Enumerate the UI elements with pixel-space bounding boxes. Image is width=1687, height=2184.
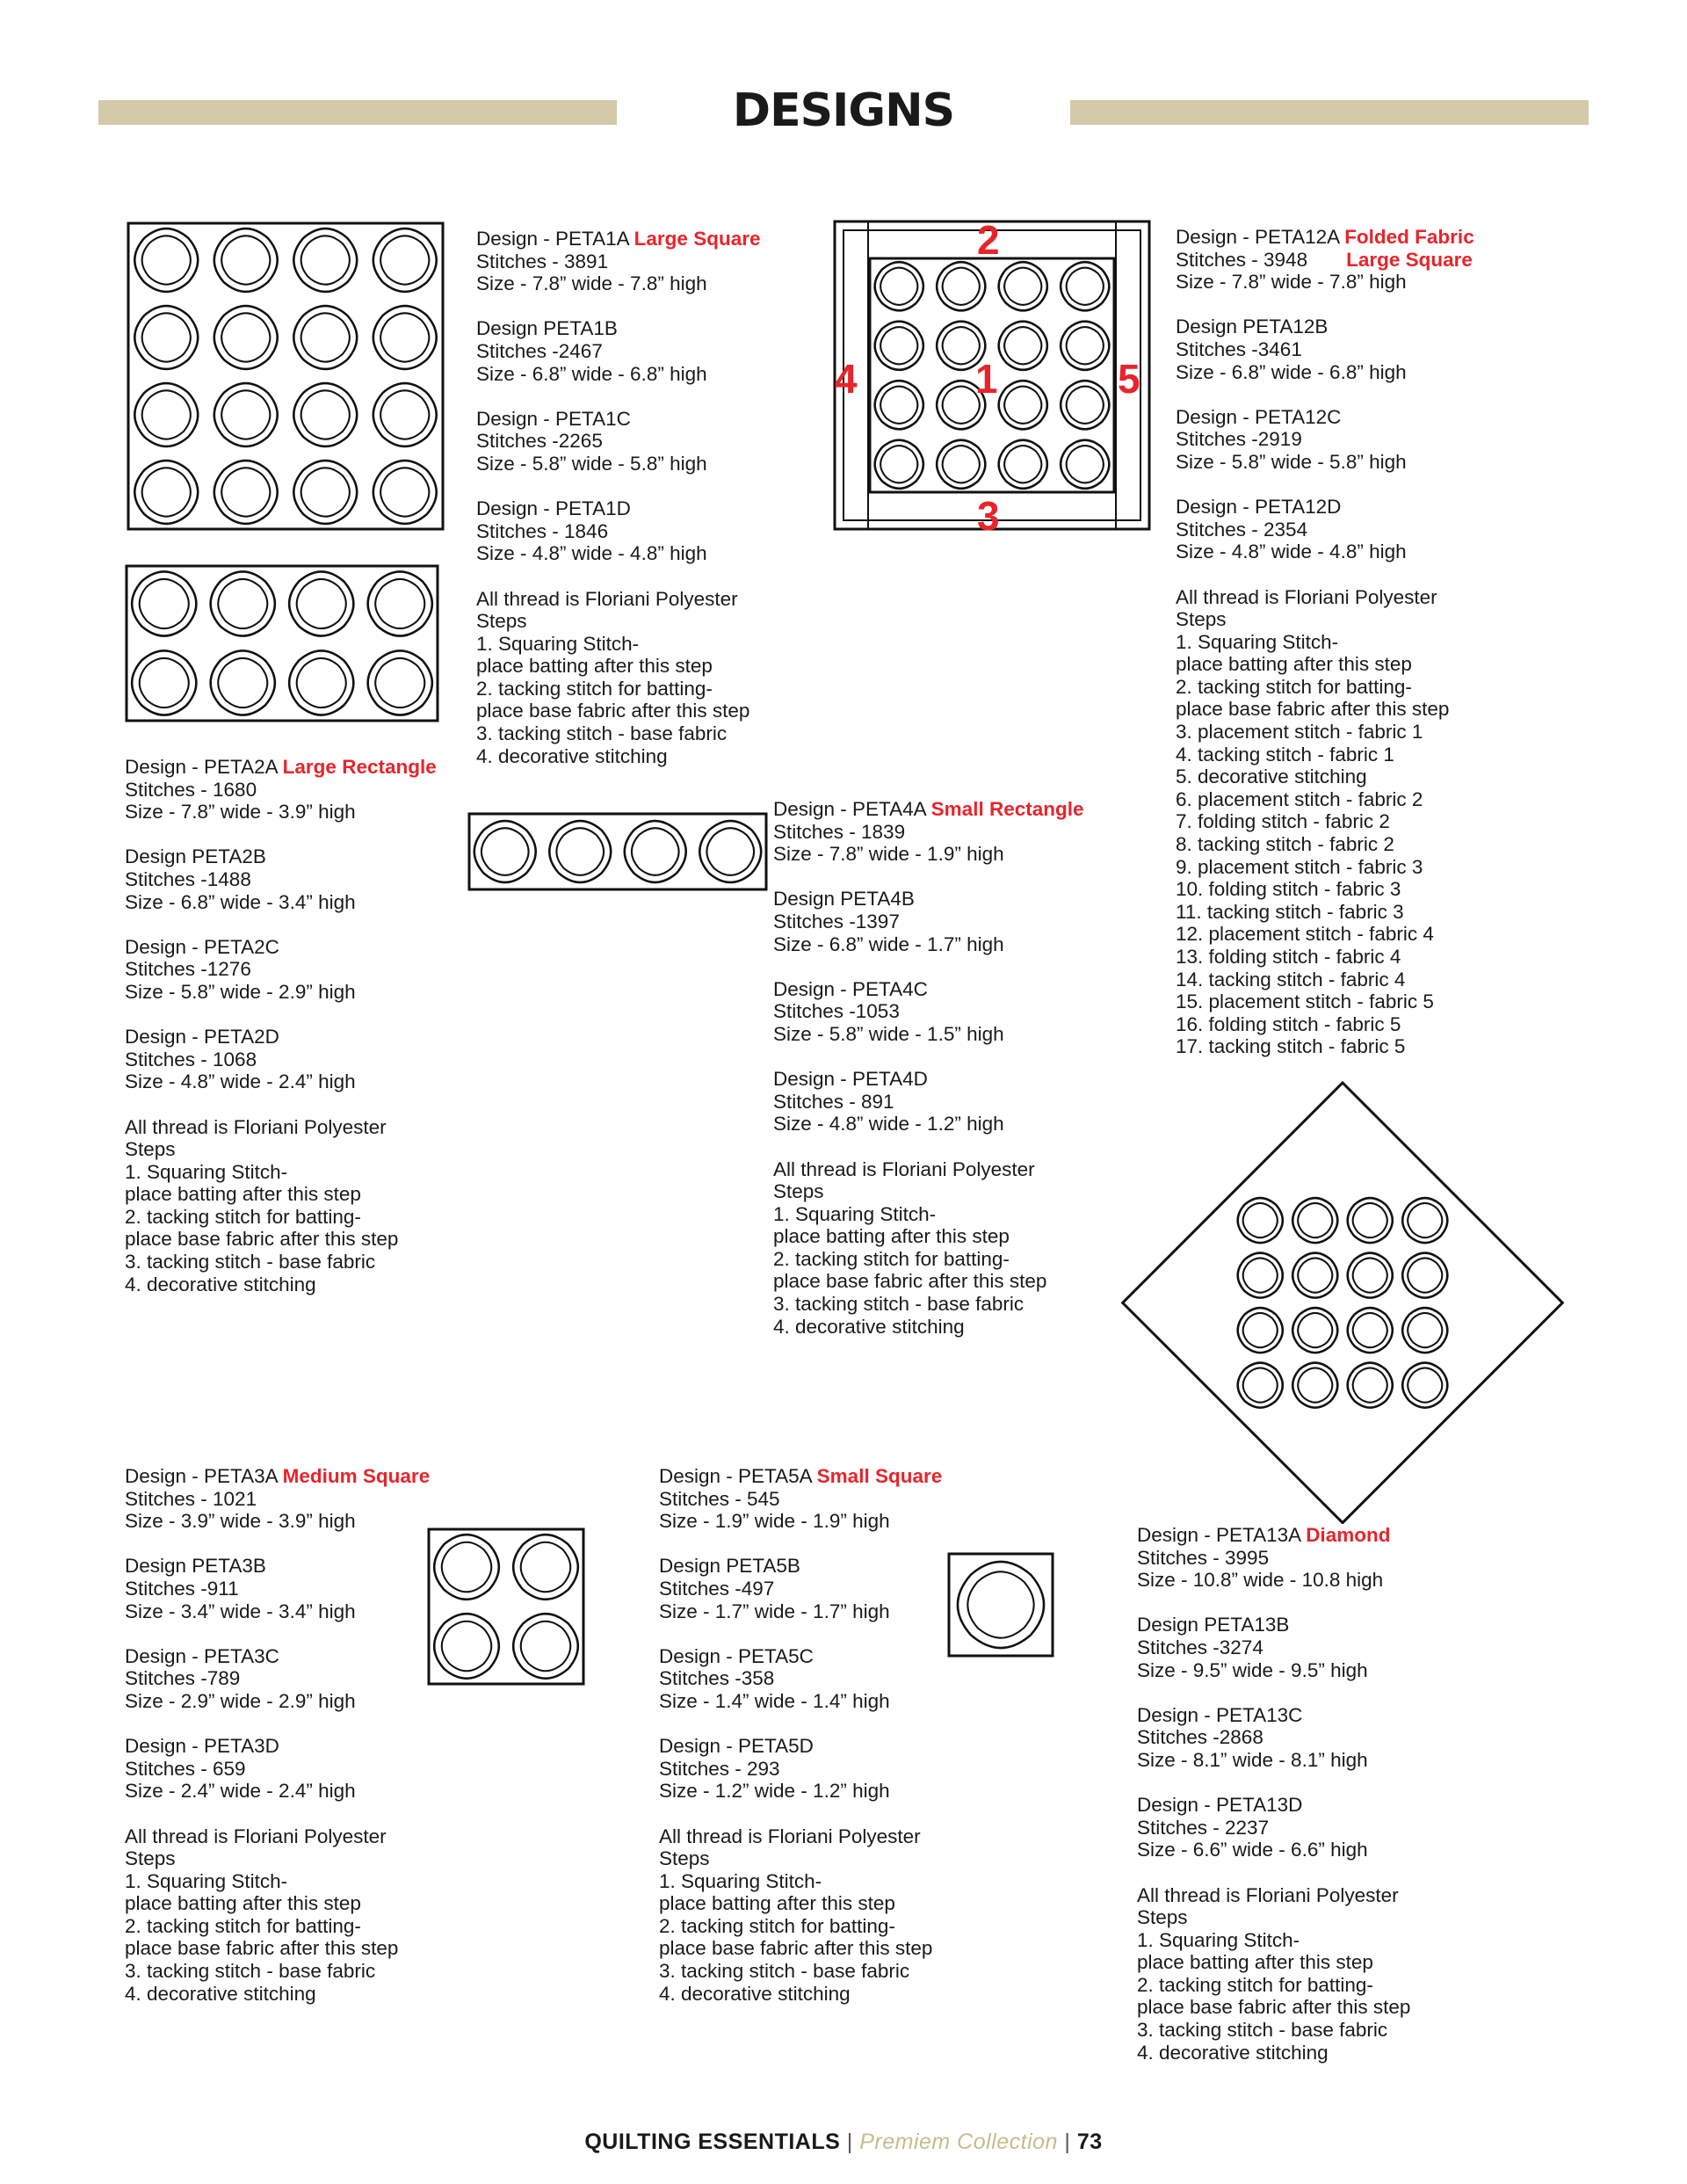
design-id: Design - PETA4C	[773, 977, 928, 1000]
stitch-count: Stitches -1488	[125, 867, 251, 890]
step-line: 4. decorative stitching	[1137, 2041, 1329, 2064]
step-line: 7. folding stitch - fabric 2	[1176, 810, 1390, 833]
quilt-motif-grid-4x1	[467, 812, 768, 891]
stitch-count: Stitches - 3891	[476, 250, 609, 272]
stitch-count: Stitches - 891	[773, 1090, 894, 1113]
design-entry	[125, 845, 437, 913]
stitch-count: Stitches - 1680	[125, 778, 257, 801]
design-type-label: Large Rectangle	[282, 756, 437, 778]
step-line: Steps	[1137, 1906, 1188, 1929]
design-size: Size - 6.8” wide - 3.4” high	[125, 890, 356, 913]
design-type-label: Large Square	[634, 228, 761, 250]
design-entry	[476, 228, 760, 295]
design-id: Design - PETA1C	[476, 407, 631, 430]
design-id: Design - PETA12A Folded Fabric	[1176, 226, 1474, 248]
step-line: 4. decorative stitching	[476, 744, 668, 767]
fabric-label-1: 1	[975, 356, 998, 402]
step-line: 3. tacking stitch - base fabric	[125, 1960, 376, 1983]
peta13-info	[1137, 1524, 1410, 2064]
design-entry	[125, 756, 437, 824]
design-entry	[125, 1026, 437, 1093]
step-line: 3. placement stitch - fabric 1	[1176, 721, 1423, 744]
design-size: Size - 7.8” wide - 1.9” high	[773, 843, 1004, 866]
stitch-count: Stitches - 3995	[1137, 1546, 1270, 1569]
design-id: Design PETA5B	[659, 1555, 800, 1578]
step-line: All thread is Floriani Polyester	[1176, 585, 1437, 608]
step-line: All thread is Floriani Polyester	[659, 1825, 921, 1847]
design-entry	[1176, 316, 1474, 383]
design-size: Size - 7.8” wide - 7.8” high	[1176, 271, 1407, 294]
peta2-info	[125, 756, 437, 1295]
design-id: Design - PETA2D	[125, 1026, 279, 1048]
stitch-count: Stitches -789	[125, 1667, 241, 1690]
step-line: 3. tacking stitch - base fabric	[773, 1293, 1025, 1316]
design-entry	[1137, 1614, 1410, 1681]
fabric-label-3: 3	[977, 493, 1000, 539]
design-entry	[659, 1465, 942, 1533]
design-entry	[476, 497, 760, 565]
step-line: 14. tacking stitch - fabric 4	[1176, 968, 1406, 990]
design-entry	[1176, 406, 1474, 474]
step-line: All thread is Floriani Polyester	[476, 587, 738, 610]
step-line: 2. tacking stitch for batting-	[1137, 1973, 1373, 1996]
stitch-count: Stitches -358	[659, 1667, 775, 1690]
design-entry	[125, 1465, 430, 1533]
design-entry	[476, 408, 760, 475]
design-entry	[125, 1645, 430, 1713]
step-line: place base fabric after this step	[659, 1937, 933, 1960]
step-line: Steps	[659, 1847, 710, 1870]
design-id: Design - PETA13C	[1137, 1703, 1303, 1726]
design-size: Size - 3.9” wide - 3.9” high	[125, 1510, 356, 1533]
design-type-label: Small Square	[816, 1465, 943, 1487]
design-entry	[125, 1555, 430, 1622]
design-size: Size - 8.1” wide - 8.1” high	[1137, 1748, 1368, 1771]
design-size: Size - 5.8” wide - 5.8” high	[476, 452, 707, 475]
design-id: Design - PETA3A Medium Square	[125, 1465, 431, 1487]
motif-peta2-large-rectangle	[125, 564, 439, 722]
step-line: 17. tacking stitch - fabric 5	[1176, 1035, 1406, 1058]
step-line: 2. tacking stitch for batting-	[659, 1914, 895, 1937]
design-size: Size - 6.8” wide - 6.8” high	[476, 362, 707, 385]
design-id: Design - PETA13D	[1137, 1794, 1303, 1817]
quilt-motif-grid-4x4	[127, 221, 445, 531]
page-title: DESIGNS	[732, 84, 955, 137]
step-line: 4. decorative stitching	[659, 1982, 851, 2005]
fabric-label-4: 4	[835, 356, 858, 402]
step-line: 2. tacking stitch for batting-	[1176, 675, 1412, 698]
step-line: place batting after this step	[125, 1892, 361, 1915]
design-size: Size - 6.8” wide - 6.8” high	[1176, 360, 1407, 383]
step-line: 4. decorative stitching	[125, 1273, 316, 1295]
step-line: 1. Squaring Stitch-	[659, 1869, 822, 1892]
step-line: 8. tacking stitch - fabric 2	[1176, 833, 1394, 856]
stitch-count: Stitches - 1021	[125, 1487, 257, 1510]
stitch-count: Stitches -2919	[1176, 428, 1302, 451]
design-id: Design PETA12B	[1176, 316, 1329, 338]
motif-peta5-small-square	[947, 1552, 1054, 1658]
design-entry	[125, 936, 437, 1004]
peta4-info	[773, 798, 1084, 1338]
step-line: 4. decorative stitching	[773, 1315, 965, 1338]
design-entry	[125, 1735, 430, 1803]
stitch-count: Stitches - 3948 Large Square	[1176, 248, 1473, 271]
design-type-label: Small Rectangle	[930, 798, 1084, 820]
step-line: 1. Squaring Stitch-	[773, 1202, 937, 1225]
step-line: All thread is Floriani Polyester	[773, 1157, 1035, 1180]
design-size: Size - 1.2” wide - 1.2” high	[659, 1780, 890, 1803]
design-size: Size - 5.8” wide - 1.5” high	[773, 1022, 1004, 1045]
stitch-count: Stitches - 293	[659, 1757, 780, 1780]
design-entry	[659, 1645, 942, 1713]
step-line: 4. tacking stitch - fabric 1	[1176, 743, 1394, 765]
step-line: All thread is Floriani Polyester	[1137, 1883, 1399, 1906]
design-id: Design - PETA12C	[1176, 405, 1342, 428]
motif-peta1-large-square	[127, 221, 445, 531]
design-id: Design - PETA1A Large Square	[476, 228, 761, 250]
step-line: 2. tacking stitch for batting-	[773, 1247, 1010, 1270]
step-line: 2. tacking stitch for batting-	[125, 1205, 361, 1228]
step-line: All thread is Floriani Polyester	[125, 1825, 387, 1847]
peta5-info	[659, 1465, 942, 2005]
stitch-count: Stitches - 2354	[1176, 518, 1308, 541]
design-size: Size - 6.6” wide - 6.6” high	[1137, 1839, 1368, 1861]
step-line: 2. tacking stitch for batting-	[125, 1914, 361, 1937]
step-line: 3. tacking stitch - base fabric	[476, 722, 728, 745]
design-id: Design PETA3B	[125, 1555, 266, 1578]
stitch-count: Stitches - 1068	[125, 1048, 257, 1070]
stitch-count: Stitches - 1846	[476, 519, 609, 542]
step-line: 10. folding stitch - fabric 3	[1176, 878, 1401, 901]
step-line: 12. placement stitch - fabric 4	[1176, 923, 1434, 946]
design-size: Size - 4.8” wide - 4.8” high	[1176, 541, 1407, 563]
design-size: Size - 9.5” wide - 9.5” high	[1137, 1658, 1368, 1681]
design-size: Size - 2.9” wide - 2.9” high	[125, 1689, 356, 1712]
stitch-count: Stitches -2467	[476, 339, 603, 362]
design-size: Size - 5.8” wide - 2.9” high	[125, 980, 356, 1003]
step-line: place base fabric after this step	[125, 1937, 399, 1960]
quilt-motif-grid-2x2	[427, 1527, 585, 1686]
header-rule-right	[1070, 100, 1589, 125]
step-line: place batting after this step	[1137, 1951, 1373, 1974]
footer-collection: Premiem Collection	[859, 2130, 1058, 2154]
motif-peta4-small-rectangle	[467, 812, 768, 891]
design-size: Size - 7.8” wide - 3.9” high	[125, 801, 356, 824]
stitch-count: Stitches -497	[659, 1577, 775, 1600]
design-entry	[1137, 1524, 1410, 1592]
step-line: Steps	[773, 1180, 824, 1203]
step-line: 3. tacking stitch - base fabric	[1137, 2019, 1388, 2042]
design-entry	[659, 1735, 942, 1803]
quilt-motif-grid-1x1	[947, 1552, 1054, 1658]
step-line: place base fabric after this step	[1176, 698, 1450, 721]
header-rule-left	[98, 100, 617, 125]
design-size: Size - 1.4” wide - 1.4” high	[659, 1689, 890, 1712]
step-line: place batting after this step	[476, 655, 713, 678]
step-line: place batting after this step	[1176, 653, 1412, 676]
design-entry	[773, 1068, 1084, 1136]
design-id: Design - PETA12D	[1176, 496, 1342, 519]
design-id: Design - PETA2A Large Rectangle	[125, 756, 437, 778]
design-id: Design - PETA5D	[659, 1735, 814, 1758]
step-line: 16. folding stitch - fabric 5	[1176, 1012, 1401, 1035]
design-entry	[1176, 226, 1474, 294]
step-line: Steps	[125, 1138, 176, 1161]
design-entry	[1176, 496, 1474, 563]
stitch-count: Stitches -2265	[476, 430, 603, 453]
design-size: Size - 1.7” wide - 1.7” high	[659, 1600, 890, 1622]
step-line: place batting after this step	[773, 1225, 1010, 1248]
stitch-count: Stitches -3274	[1137, 1636, 1263, 1658]
step-line: place batting after this step	[659, 1892, 895, 1915]
quilt-motif-grid-4x2	[125, 564, 439, 722]
motif-peta3-medium-square	[427, 1527, 585, 1686]
design-size: Size - 6.8” wide - 1.7” high	[773, 932, 1004, 955]
design-id: Design - PETA1D	[476, 497, 631, 520]
step-line: 5. decorative stitching	[1176, 765, 1367, 788]
footer-brand: QUILTING ESSENTIALS	[584, 2130, 841, 2154]
design-entry	[659, 1555, 942, 1622]
step-line: place base fabric after this step	[773, 1270, 1047, 1293]
stitch-count: Stitches -1276	[125, 958, 251, 981]
step-line: 9. placement stitch - fabric 3	[1176, 855, 1423, 878]
step-line: 2. tacking stitch for batting-	[476, 677, 713, 700]
design-entry	[773, 978, 1084, 1046]
stitch-count: Stitches -1397	[773, 910, 900, 932]
step-line: Steps	[125, 1847, 176, 1870]
design-id: Design - PETA5A Small Square	[659, 1465, 943, 1487]
step-line: place base fabric after this step	[1137, 1996, 1411, 2019]
step-line: 6. placement stitch - fabric 2	[1176, 787, 1423, 810]
quilt-motif-diamond	[1118, 1079, 1568, 1524]
design-entry	[773, 888, 1084, 955]
design-entry	[1137, 1794, 1410, 1861]
step-line: 1. Squaring Stitch-	[125, 1869, 288, 1892]
footer-separator: |	[1064, 2130, 1071, 2154]
design-type-label: Diamond	[1306, 1524, 1391, 1546]
peta1-info	[476, 228, 760, 767]
step-line: place base fabric after this step	[125, 1228, 399, 1251]
design-type-label: Large Square	[1346, 248, 1473, 271]
peta3-info	[125, 1465, 430, 2005]
step-line: place batting after this step	[125, 1183, 361, 1206]
step-line: Steps	[1176, 608, 1227, 631]
design-size: Size - 4.8” wide - 2.4” high	[125, 1070, 356, 1093]
design-size: Size - 10.8” wide - 10.8 high	[1137, 1569, 1384, 1592]
fabric-label-5: 5	[1118, 356, 1140, 402]
design-size: Size - 1.9” wide - 1.9” high	[659, 1510, 890, 1533]
step-line: 15. placement stitch - fabric 5	[1176, 990, 1434, 1013]
design-size: Size - 4.8” wide - 4.8” high	[476, 542, 707, 565]
stitch-count: Stitches - 1839	[773, 820, 906, 843]
stitch-count: Stitches -911	[125, 1577, 239, 1600]
step-line: 13. folding stitch - fabric 4	[1176, 946, 1401, 968]
design-id: Design - PETA4D	[773, 1068, 928, 1091]
step-line: 11. tacking stitch - fabric 3	[1176, 900, 1404, 923]
design-size: Size - 2.4” wide - 2.4” high	[125, 1780, 356, 1803]
design-id: Design - PETA13A Diamond	[1137, 1524, 1391, 1546]
design-type-label: Folded Fabric	[1344, 226, 1474, 248]
design-id: Design - PETA3C	[125, 1644, 279, 1667]
design-id: Design - PETA3D	[125, 1735, 279, 1758]
fabric-label-2: 2	[977, 217, 1000, 263]
step-line: 3. tacking stitch - base fabric	[125, 1251, 376, 1273]
peta12-info	[1176, 226, 1474, 1058]
step-line: 4. decorative stitching	[125, 1982, 316, 2005]
page-number: 73	[1076, 2130, 1103, 2154]
design-id: Design - PETA2C	[125, 935, 279, 958]
design-size: Size - 3.4” wide - 3.4” high	[125, 1600, 356, 1622]
motif-peta13-diamond	[1118, 1079, 1568, 1524]
design-size: Size - 7.8” wide - 7.8” high	[476, 272, 707, 295]
step-line: 1. Squaring Stitch-	[125, 1160, 288, 1183]
design-id: Design - PETA4A Small Rectangle	[773, 798, 1084, 820]
design-size: Size - 4.8” wide - 1.2” high	[773, 1113, 1004, 1136]
design-size: Size - 5.8” wide - 5.8” high	[1176, 450, 1407, 473]
stitch-count: Stitches - 2237	[1137, 1816, 1270, 1839]
stitch-count: Stitches -2868	[1137, 1726, 1263, 1749]
page-footer	[0, 2130, 1687, 2155]
design-id: Design PETA4B	[773, 888, 915, 911]
step-line: place base fabric after this step	[476, 700, 750, 722]
step-line: Steps	[476, 610, 527, 633]
step-line: 3. tacking stitch - base fabric	[659, 1960, 910, 1983]
stitch-count: Stitches -3461	[1176, 337, 1302, 360]
design-type-label: Medium Square	[282, 1465, 431, 1487]
stitch-count: Stitches - 659	[125, 1757, 246, 1780]
design-entry	[773, 798, 1084, 866]
step-line: 1. Squaring Stitch-	[1137, 1928, 1300, 1951]
footer-separator: |	[846, 2130, 853, 2154]
stitch-count: Stitches - 545	[659, 1487, 780, 1510]
design-entry	[476, 317, 760, 385]
step-line: 1. Squaring Stitch-	[1176, 630, 1339, 653]
design-id: Design - PETA5C	[659, 1644, 814, 1667]
stitch-count: Stitches -1053	[773, 1000, 900, 1023]
step-line: All thread is Floriani Polyester	[125, 1115, 387, 1138]
design-id: Design PETA13B	[1137, 1614, 1290, 1636]
design-id: Design PETA2B	[125, 845, 266, 868]
design-entry	[1137, 1704, 1410, 1772]
step-line: 1. Squaring Stitch-	[476, 632, 640, 655]
design-id: Design PETA1B	[476, 317, 618, 340]
